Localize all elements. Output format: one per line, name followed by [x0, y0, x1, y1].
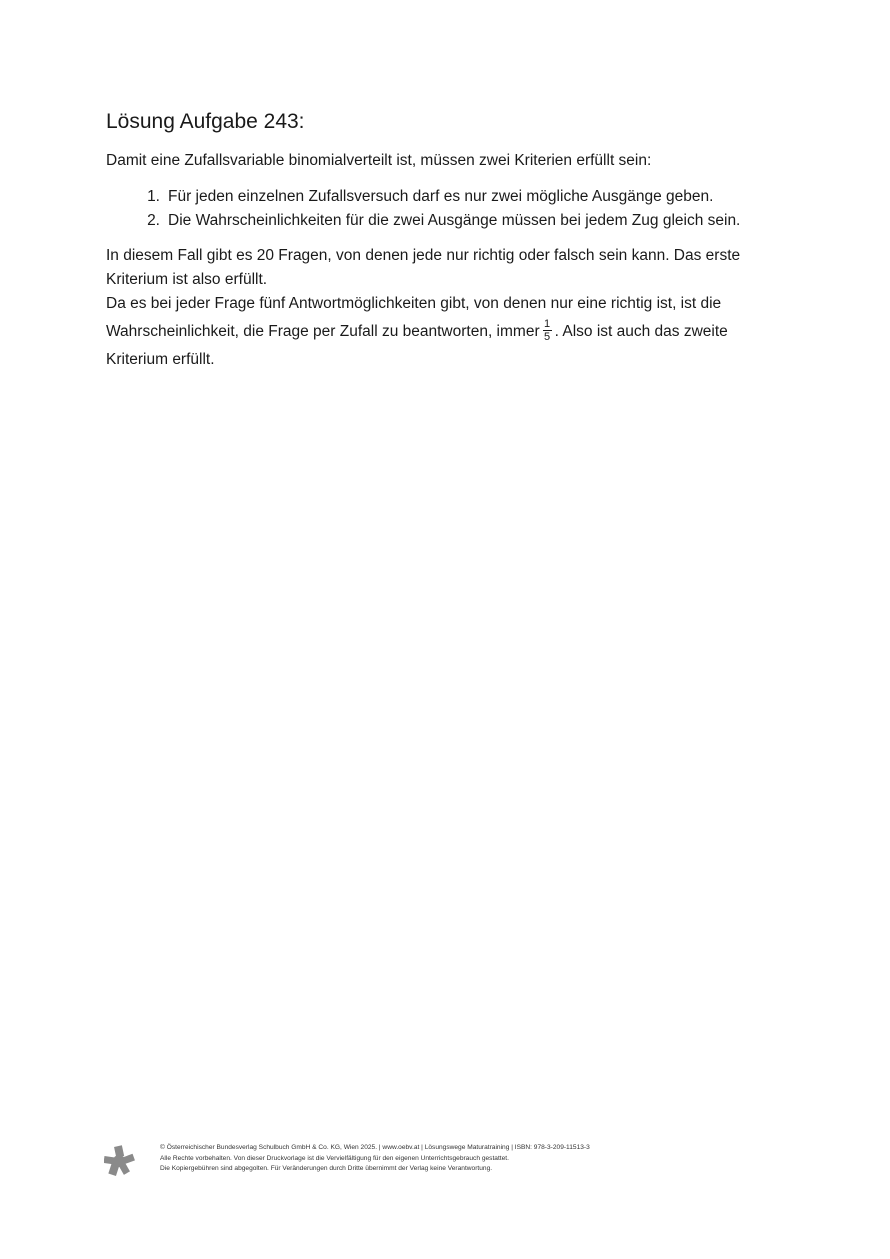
fraction-numerator: 1	[544, 318, 551, 331]
fraction	[543, 318, 552, 343]
list-item-text: Die Wahrscheinlichkeiten für die zwei Ausgänge müssen bei jedem Zug gleich sein.	[168, 212, 741, 229]
list-item-number: 2.	[147, 212, 160, 229]
paragraph-first-criterion: In diesem Fall gibt es 20 Fragen, von denen jede nur richtig oder falsch sein kann. Das erste Kriterium ist also erfüllt.	[106, 247, 741, 288]
intro-text: Damit eine Zufallsvariable binomialverteilt ist, müssen zwei Kriterien erfüllt sein:	[106, 152, 652, 169]
paragraph-second-criterion	[106, 290, 776, 374]
copyright-notice	[160, 1143, 590, 1175]
page-footer	[104, 1143, 724, 1183]
list-item	[106, 185, 786, 209]
list-item-number: 1.	[147, 188, 160, 205]
list-item-text: Für jeden einzelnen Zufallsversuch darf es nur zwei mögliche Ausgänge geben.	[168, 188, 714, 205]
paragraph-text-before: Da es bei jeder Frage fünf Antwortmöglichkeiten gibt, von denen nur eine richtig ist, ist die Wahrscheinlichkeit, die Frage per Zufall zu beantworten, immer	[106, 295, 722, 340]
list-item	[106, 209, 786, 233]
solution-title: Lösung Aufgabe 243:	[106, 110, 305, 133]
paragraph-text-after: . Also ist auch das zweite Kriterium erfüllt.	[106, 323, 728, 368]
fraction-denominator: 5	[544, 331, 551, 344]
copyright-line: © Österreichischer Bundesverlag Schulbuch GmbH & Co. KG, Wien 2025. | www.oebv.at | Lösungswege Maturatraining | ISBN: 978-3-209-11513-3	[160, 1144, 590, 1151]
rights-line: Alle Rechte vorbehalten. Von dieser Druckvorlage ist die Vervielfältigung für den eigenen Unterrichtsgebrauch gestattet.	[160, 1154, 509, 1162]
liability-line: Die Kopiergebühren sind abgegolten. Für Veränderungen durch Dritte übernimmt der Verlag keine Verantwortung.	[160, 1165, 493, 1172]
criteria-list	[106, 185, 786, 233]
oebv-logo-icon	[104, 1144, 136, 1176]
